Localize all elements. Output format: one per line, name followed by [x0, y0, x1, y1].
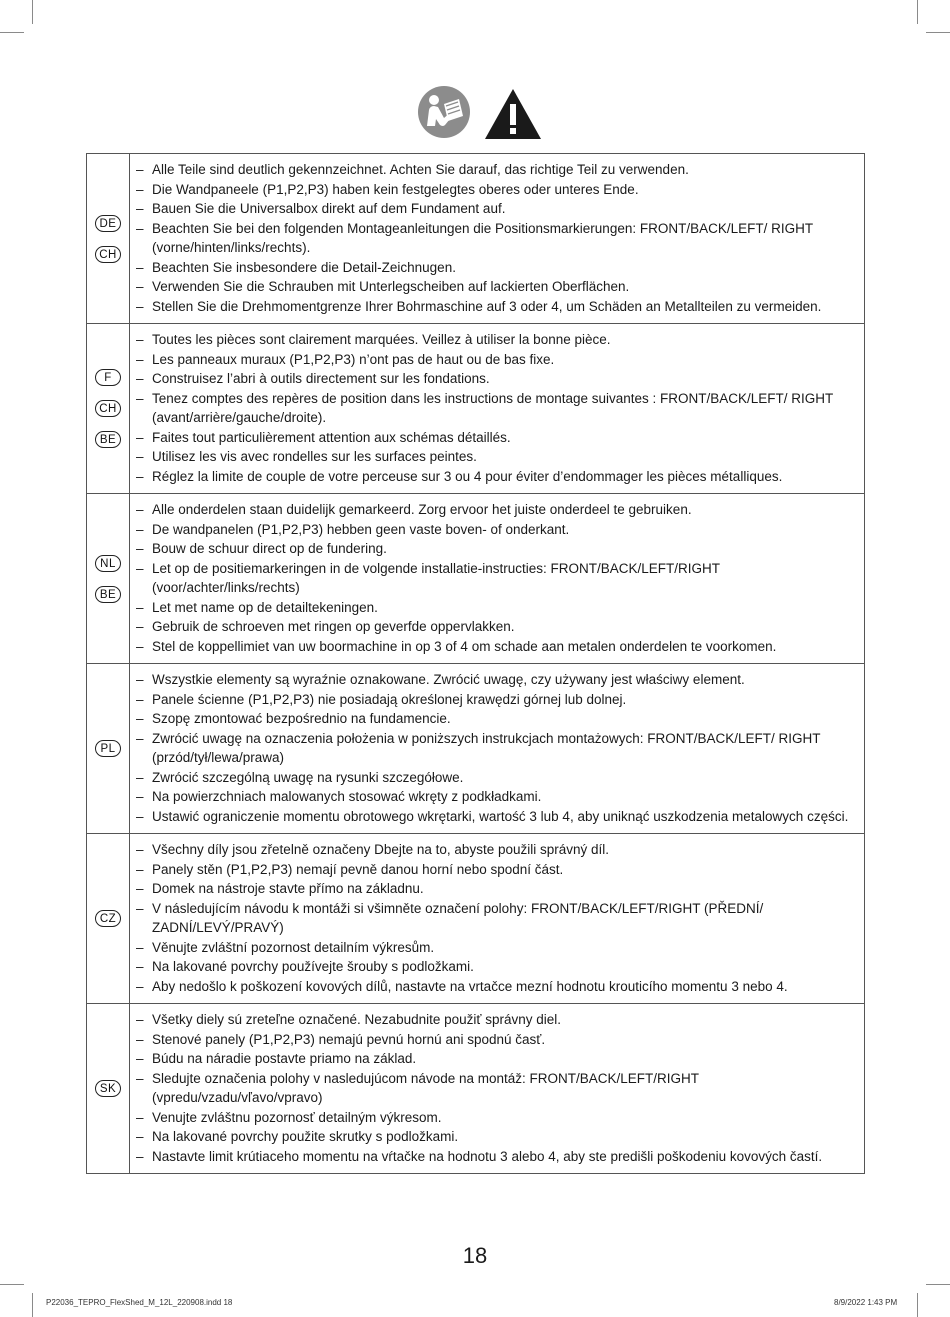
instruction-item: – Zwrócić szczególną uwagę na rysunki szczegółowe. — [136, 768, 856, 788]
instructions-cell — [130, 154, 865, 324]
language-badges — [87, 1080, 129, 1097]
language-code-badge: CZ — [95, 910, 121, 927]
instruction-item: – Szopę zmontować bezpośrednio na fundamencie. — [136, 709, 856, 729]
language-code-badge: PL — [95, 740, 121, 757]
page-number: 18 — [462, 1243, 488, 1268]
instruction-item: – Bouw de schuur direct op de fundering. — [136, 539, 856, 559]
instructions-cell — [130, 1004, 865, 1174]
instruction-item: – Alle onderdelen staan duidelijk gemarkeerd. Zorg ervoor het juiste onderdeel te gebruiken. — [136, 500, 856, 520]
instruction-item: – Stellen Sie die Drehmomentgrenze Ihrer Bohrmaschine auf 3 oder 4, um Schäden an Metallteilen zu vermeiden. — [136, 297, 856, 317]
instruction-list — [130, 494, 864, 663]
crop-mark — [917, 0, 918, 24]
instruction-item: – Nastavte limit krútiaceho momentu na vŕtačke na hodnotu 3 alebo 4, aby ste predišli poškodeniu kovových častí. — [136, 1147, 856, 1167]
instruction-item: – Na lakované povrchy použite skrutky s podložkami. — [136, 1127, 856, 1147]
instruction-item: – Beachten Sie bei den folgenden Montageanleitungen die Positionsmarkierungen: FRONT/BACK/LEFT/ RIGHT (vorne/hinten/links/rechts). — [136, 219, 856, 258]
language-badge-cell — [87, 834, 130, 1004]
instruction-item: – Búdu na náradie postavte priamo na základ. — [136, 1049, 856, 1069]
language-code-badge: F — [95, 369, 121, 386]
instruction-item: – Faites tout particulièrement attention aux schémas détaillés. — [136, 428, 856, 448]
warning-icon — [484, 88, 542, 140]
language-code-badge: DE — [95, 215, 121, 232]
instruction-item: – Let op de positiemarkeringen in de volgende installatie-instructies: FRONT/BACK/LEFT/RIGHT (voor/achter/links/rechts) — [136, 559, 856, 598]
instruction-list — [130, 1004, 864, 1173]
language-badges — [87, 215, 129, 263]
instructions-table — [86, 153, 865, 1174]
instruction-item: – Verwenden Sie die Schrauben mit Unterlegscheiben auf lackierten Oberflächen. — [136, 277, 856, 297]
instruction-list — [130, 664, 864, 833]
instruction-item: – Domek na nástroje stavte přímo na základnu. — [136, 879, 856, 899]
instruction-item: – Stel de koppellimiet van uw boormachine in op 3 of 4 om schade aan metalen onderdelen te voorkomen. — [136, 637, 856, 657]
instruction-list — [130, 834, 864, 1003]
instruction-item: – Stenové panely (P1,P2,P3) nemajú pevnú hornú ani spodnú časť. — [136, 1030, 856, 1050]
language-section — [87, 324, 865, 494]
language-section — [87, 494, 865, 664]
instruction-item: – Alle Teile sind deutlich gekennzeichnet. Achten Sie darauf, das richtige Teil zu verwenden. — [136, 160, 856, 180]
instruction-item: – Panely stěn (P1,P2,P3) nemají pevně danou horní nebo spodní část. — [136, 860, 856, 880]
language-section — [87, 664, 865, 834]
language-badge-cell — [87, 664, 130, 834]
crop-mark — [32, 0, 33, 24]
language-section — [87, 834, 865, 1004]
footer-filename: P22036_TEPRO_FlexShed_M_12L_220908.indd 18 — [46, 1298, 233, 1307]
language-badges — [87, 740, 129, 757]
crop-mark — [32, 1293, 33, 1317]
language-code-badge: CH — [95, 400, 121, 417]
crop-mark — [0, 32, 24, 33]
read-manual-icon — [418, 86, 470, 138]
instructions-cell — [130, 324, 865, 494]
language-code-badge: SK — [95, 1080, 121, 1097]
language-code-badge: CH — [95, 246, 121, 263]
instruction-item: – Toutes les pièces sont clairement marquées. Veillez à utiliser la bonne pièce. — [136, 330, 856, 350]
language-code-badge: BE — [95, 431, 121, 448]
crop-mark — [917, 1293, 918, 1317]
instruction-item: – Die Wandpaneele (P1,P2,P3) haben kein festgelegtes oberes oder unteres Ende. — [136, 180, 856, 200]
instruction-item: – Všechny díly jsou zřetelně označeny Dbejte na to, abyste použili správný díl. — [136, 840, 856, 860]
instruction-item: – Ustawić ograniczenie momentu obrotowego wkrętarki, wartość 3 lub 4, aby uniknąć uszkodzenia metalowych części. — [136, 807, 856, 827]
language-badge-cell — [87, 324, 130, 494]
crop-mark — [926, 1284, 950, 1285]
language-badges — [87, 910, 129, 927]
instruction-item: – Beachten Sie insbesondere die Detail-Zeichnugen. — [136, 258, 856, 278]
instruction-item: – Věnujte zvláštní pozornost detailním výkresům. — [136, 938, 856, 958]
instruction-item: – Wszystkie elementy są wyraźnie oznakowane. Zwrócić uwagę, czy używany jest właściwy element. — [136, 670, 856, 690]
instruction-item: – Aby nedošlo k poškození kovových dílů, nastavte na vrtačce mezní hodnotu krouticího momentu 3 nebo 4. — [136, 977, 856, 997]
language-badges — [87, 555, 129, 603]
instruction-list — [130, 324, 864, 493]
instruction-item: – Tenez comptes des repères de position dans les instructions de montage suivantes : FRONT/BACK/LEFT/ RIGHT (avant/arrière/gauche/droite). — [136, 389, 856, 428]
crop-mark — [926, 32, 950, 33]
language-section — [87, 154, 865, 324]
instruction-item: – Les panneaux muraux (P1,P2,P3) n’ont pas de haut ou de bas fixe. — [136, 350, 856, 370]
instruction-item: – Réglez la limite de couple de votre perceuse sur 3 ou 4 pour éviter d’endommager les pièces métalliques. — [136, 467, 856, 487]
language-badge-cell — [87, 494, 130, 664]
instructions-cell — [130, 494, 865, 664]
language-badges — [87, 369, 129, 448]
instruction-item: – Zwrócić uwagę na oznaczenia położenia w poniższych instrukcjach montażowych: FRONT/BACK/LEFT/ RIGHT (przód/tył/lewa/prawa) — [136, 729, 856, 768]
language-section — [87, 1004, 865, 1174]
instruction-item: – Všetky diely sú zreteľne označené. Nezabudnite použiť správny diel. — [136, 1010, 856, 1030]
language-code-badge: BE — [95, 586, 121, 603]
crop-mark — [0, 1284, 24, 1285]
instruction-item: – Sledujte označenia polohy v nasledujúcom návode na montáž: FRONT/BACK/LEFT/RIGHT (vpredu/vzadu/vľavo/vpravo) — [136, 1069, 856, 1108]
language-code-badge: NL — [95, 555, 121, 572]
language-badge-cell — [87, 154, 130, 324]
footer-date: 8/9/2022 1:43 PM — [834, 1298, 898, 1307]
language-badge-cell — [87, 1004, 130, 1174]
instructions-cell — [130, 834, 865, 1004]
instruction-item: – Na lakované povrchy používejte šrouby s podložkami. — [136, 957, 856, 977]
instruction-item: – Bauen Sie die Universalbox direkt auf dem Fundament auf. — [136, 199, 856, 219]
instruction-item: – Let met name op de detailtekeningen. — [136, 598, 856, 618]
instruction-item: – Utilisez les vis avec rondelles sur les surfaces peintes. — [136, 447, 856, 467]
instruction-item: – Gebruik de schroeven met ringen op geverfde oppervlakken. — [136, 617, 856, 637]
instruction-list — [130, 154, 864, 323]
instruction-item: – V následujícím návodu k montáži si všimněte označení polohy: FRONT/BACK/LEFT/RIGHT (PŘEDNÍ/ ZADNÍ/LEVÝ/PRAVÝ) — [136, 899, 856, 938]
header-icons — [0, 86, 950, 142]
instruction-item: – Construisez l’abri à outils directement sur les fondations. — [136, 369, 856, 389]
instruction-item: – De wandpanelen (P1,P2,P3) hebben geen vaste boven- of onderkant. — [136, 520, 856, 540]
instruction-item: – Na powierzchniach malowanych stosować wkręty z podkładkami. — [136, 787, 856, 807]
instructions-cell — [130, 664, 865, 834]
instruction-item: – Panele ścienne (P1,P2,P3) nie posiadają określonej krawędzi górnej lub dolnej. — [136, 690, 856, 710]
instruction-item: – Venujte zvláštnu pozornosť detailným výkresom. — [136, 1108, 856, 1128]
